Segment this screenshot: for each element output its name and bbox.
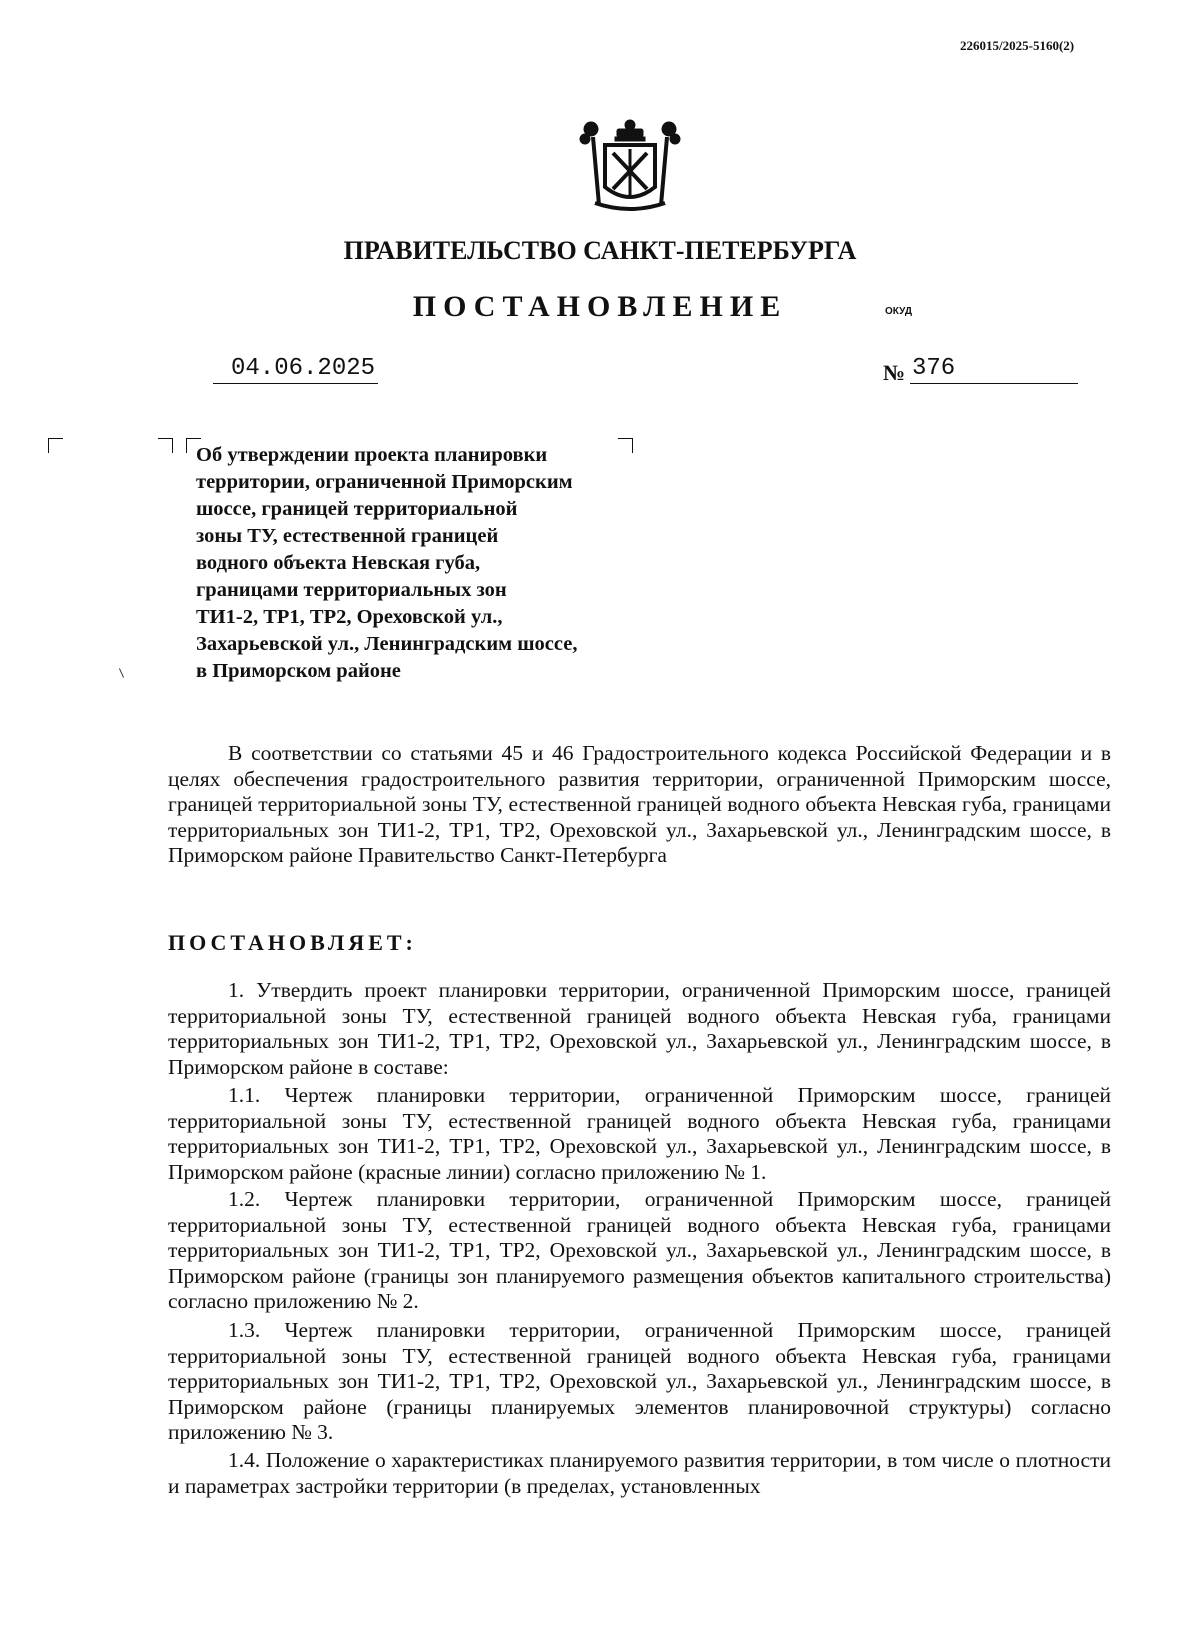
bracket-corner bbox=[158, 438, 173, 453]
item-1-3: 1.3. Чертеж планировки территории, ограниченной Приморским шоссе, границей территориальной зоны ТУ, естественной границей водного объекта Невская губа, границами территориальных зон ТИ1-2, ТР1, ТР2, Ореховской ул., Захарьевской ул., Ленинградским шоссе, в Приморском районе (границы планируемых элементов планировочной структуры) согласно приложению № 3. bbox=[168, 1318, 1111, 1444]
subject-line: границами территориальных зон bbox=[196, 579, 507, 601]
coat-of-arms-icon bbox=[575, 115, 685, 215]
subject-line: зоны ТУ, естественной границей bbox=[196, 525, 499, 547]
bracket-corner bbox=[48, 438, 63, 453]
subject-line: Об утверждении проекта планировки bbox=[196, 444, 548, 466]
subject-line: ТИ1-2, ТР1, ТР2, Ореховской ул., bbox=[196, 606, 503, 628]
item-1: 1. Утвердить проект планировки территории, ограниченной Приморским шоссе, границей территориальной зоны ТУ, естественной границей водного объекта Невская губа, границами территориальных зон ТИ1-2, ТР1, ТР2, Ореховской ул., Захарьевской ул., Ленинградским шоссе, в Приморском районе в составе: bbox=[168, 978, 1111, 1079]
document-type: ПОСТАНОВЛЕНИЕ bbox=[412, 290, 788, 323]
resolves-heading: ПОСТАНОВЛЯЕТ: bbox=[168, 930, 417, 955]
subject-line: шоссе, границей территориальной bbox=[196, 498, 518, 520]
document-subject bbox=[196, 442, 656, 685]
subject-line: водного объекта Невская губа, bbox=[196, 552, 481, 574]
subject-line: территории, ограниченной Приморским bbox=[196, 471, 573, 493]
document-date: 04.06.2025 bbox=[213, 355, 378, 384]
number-sign: № bbox=[883, 360, 906, 385]
subject-line: в Приморском районе bbox=[196, 660, 401, 682]
item-1-2: 1.2. Чертеж планировки территории, ограниченной Приморским шоссе, границей территориальной зоны ТУ, естественной границей водного объекта Невская губа, границами территориальных зон ТИ1-2, ТР1, ТР2, Ореховской ул., Захарьевской ул., Ленинградским шоссе, в Приморском районе (границы зон планируемого размещения объектов капитального строительства) согласно приложению № 2. bbox=[168, 1187, 1111, 1313]
government-title: ПРАВИТЕЛЬСТВО САНКТ-ПЕТЕРБУРГА bbox=[343, 236, 857, 265]
subject-line: Захарьевской ул., Ленинградским шоссе, bbox=[196, 633, 578, 655]
document-number: 376 bbox=[910, 355, 1078, 384]
registration-number: 226015/2025-5160(2) bbox=[960, 38, 1075, 53]
item-1-4: 1.4. Положение о характеристиках планируемого развития территории, в том числе о плотности и параметрах застройки территории (в пределах, установленных bbox=[168, 1448, 1111, 1498]
okud-label: ОКУД bbox=[885, 306, 912, 317]
preamble-paragraph: В соответствии со статьями 45 и 46 Градостроительного кодекса Российской Федерации и в целях обеспечения градостроительного развития территории, ограниченной Приморским шоссе, границей территориальной зоны ТУ, естественной границей водного объекта Невская губа, границами территориальных зон ТИ1-2, ТР1, ТР2, Ореховской ул., Захарьевской ул., Ленинградским шоссе, в Приморском районе Правительство Санкт-Петербурга bbox=[168, 741, 1111, 867]
scan-mark bbox=[119, 668, 124, 677]
item-1-1: 1.1. Чертеж планировки территории, ограниченной Приморским шоссе, границей территориальной зоны ТУ, естественной границей водного объекта Невская губа, границами территориальных зон ТИ1-2, ТР1, ТР2, Ореховской ул., Захарьевской ул., Ленинградским шоссе, в Приморском районе (красные линии) согласно приложению № 1. bbox=[168, 1083, 1111, 1184]
